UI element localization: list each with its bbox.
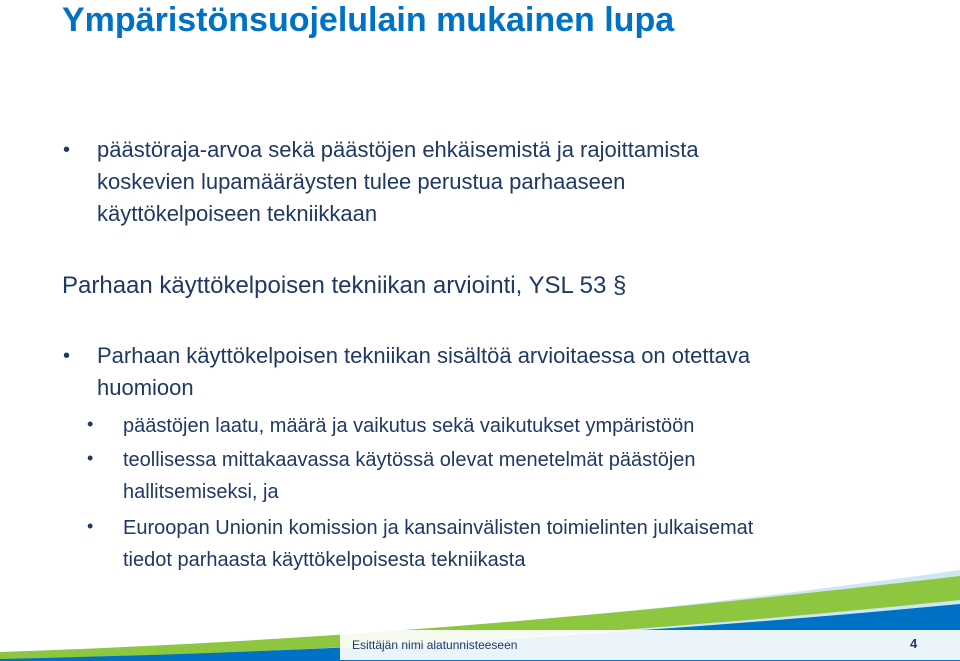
sub-bullet-line: tiedot parhaasta käyttökelpoisesta tekniikasta — [123, 549, 526, 571]
footer-text: Esittäjän nimi alatunnisteeseen — [352, 638, 518, 652]
sub-bullet-line: Euroopan Unionin komission ja kansainvälisten toimielinten julkaisemat — [123, 517, 754, 539]
sub-bullet-line: päästöjen laatu, määrä ja vaikutus sekä vaikutukset ympäristöön — [123, 415, 695, 437]
bullet-dot: • — [87, 448, 94, 468]
slide-title: Ympäristönsuojelulain mukainen lupa — [62, 1, 675, 39]
sub-bullet-line: hallitsemiseksi, ja — [123, 481, 279, 503]
bullet-line: koskevien lupamääräysten tulee perustua parhaaseen — [97, 169, 626, 194]
bullet-dot: • — [87, 414, 94, 434]
bullet-item — [63, 134, 897, 230]
bullet-line: päästöraja-arvoa sekä päästöjen ehkäisemistä ja rajoittamista — [97, 137, 699, 162]
bullet-line: käyttökelpoiseen tekniikkaan — [97, 201, 378, 226]
sub-bullet-item — [87, 410, 923, 442]
page-number: 4 — [910, 636, 918, 651]
bullet-dot: • — [63, 345, 71, 367]
bullet-dot: • — [63, 139, 71, 161]
bullet-line: Parhaan käyttökelpoisen tekniikan sisältöä arvioitaessa on otettava — [97, 343, 751, 368]
bullet-dot: • — [87, 516, 94, 536]
bullet-line: huomioon — [97, 375, 194, 400]
sub-bullet-line: teollisessa mittakaavassa käytössä olevat menetelmät päästöjen — [123, 449, 696, 471]
bullet-item — [63, 340, 897, 404]
section-heading: Parhaan käyttökelpoisen tekniikan arviointi, YSL 53 § — [62, 272, 627, 299]
sub-bullet-item — [87, 444, 923, 508]
